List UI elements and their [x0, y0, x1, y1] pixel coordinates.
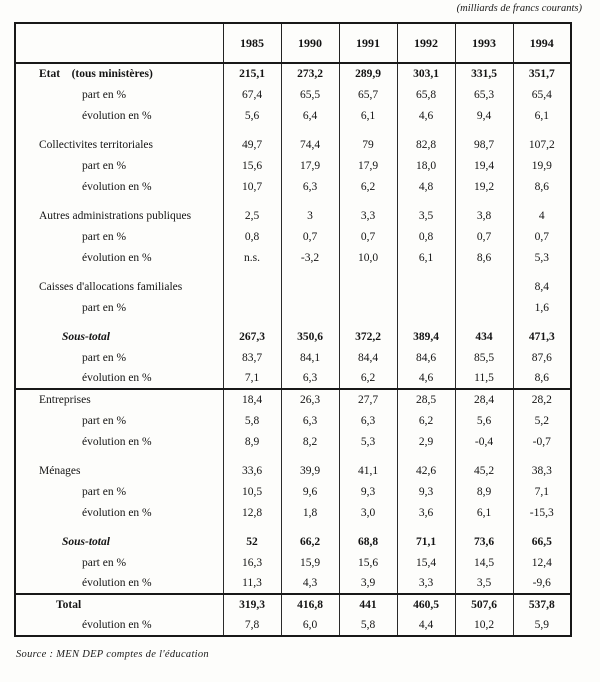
spacer-cell	[397, 126, 455, 134]
table-row	[15, 205, 571, 226]
value-cell: 65,7	[339, 84, 397, 105]
spacer-cell	[397, 197, 455, 205]
spacer-cell	[15, 126, 223, 134]
value-cell: 319,3	[223, 594, 281, 615]
spacer-cell	[223, 268, 281, 276]
spacer-cell	[281, 523, 339, 531]
value-cell: 8,6	[455, 247, 513, 268]
row-label: évolution en %	[82, 506, 152, 519]
value-cell: 372,2	[339, 326, 397, 347]
value-cell: 5,2	[513, 410, 571, 431]
value-cell: 14,5	[455, 552, 513, 573]
row-label: évolution en %	[82, 435, 152, 448]
value-cell: 67,4	[223, 84, 281, 105]
value-cell: 4,4	[397, 615, 455, 636]
value-cell: 15,6	[223, 155, 281, 176]
value-cell: 7,1	[513, 481, 571, 502]
value-cell: 8,2	[281, 431, 339, 452]
value-cell: 441	[339, 594, 397, 615]
value-cell: 26,3	[281, 389, 339, 410]
spacer-cell	[455, 452, 513, 460]
value-cell: 85,5	[455, 347, 513, 368]
value-cell: 17,9	[281, 155, 339, 176]
table-row	[15, 176, 571, 197]
value-cell: 3,3	[339, 205, 397, 226]
value-cell	[397, 276, 455, 297]
spacer-cell	[15, 523, 223, 531]
value-cell: 5,6	[223, 105, 281, 126]
value-cell	[281, 297, 339, 318]
spacer-cell	[339, 523, 397, 531]
value-cell: 79	[339, 134, 397, 155]
value-cell: 351,7	[513, 63, 571, 84]
table-row	[15, 226, 571, 247]
table-row	[15, 481, 571, 502]
row-label: évolution en %	[82, 372, 152, 384]
value-cell: 8,4	[513, 276, 571, 297]
row-label: part en %	[82, 485, 127, 498]
row-label: part en %	[82, 159, 127, 172]
value-cell: 331,5	[455, 63, 513, 84]
table-row	[15, 552, 571, 573]
value-cell: 33,6	[223, 460, 281, 481]
value-cell: 49,7	[223, 134, 281, 155]
row-label: Ménages	[39, 464, 81, 477]
table-row	[15, 460, 571, 481]
year-header: 1993	[455, 23, 513, 63]
value-cell: 84,4	[339, 347, 397, 368]
value-cell: 12,4	[513, 552, 571, 573]
value-cell: 6,1	[455, 502, 513, 523]
value-cell: 15,9	[281, 552, 339, 573]
spacer-cell	[15, 452, 223, 460]
year-header: 1985	[223, 23, 281, 63]
value-cell: -0,7	[513, 431, 571, 452]
value-cell: 4,6	[397, 368, 455, 389]
value-cell: 389,4	[397, 326, 455, 347]
value-cell: 9,3	[339, 481, 397, 502]
value-cell: 6,1	[339, 105, 397, 126]
value-cell: 507,6	[455, 594, 513, 615]
row-label: Sous-total	[62, 330, 110, 343]
spacer-cell	[513, 197, 571, 205]
spacer-cell	[223, 523, 281, 531]
value-cell: 215,1	[223, 63, 281, 84]
spacer-cell	[397, 318, 455, 326]
value-cell: 6,0	[281, 615, 339, 636]
row-label: évolution en %	[82, 251, 152, 264]
table-row	[15, 276, 571, 297]
header-row	[15, 23, 571, 63]
value-cell: 15,6	[339, 552, 397, 573]
row-label: part en %	[82, 88, 127, 101]
row-label: Autres administrations publiques	[39, 209, 192, 222]
value-cell: 0,8	[397, 226, 455, 247]
source-note: Source : MEN DEP comptes de l'éducation	[16, 649, 209, 660]
value-cell: 6,3	[281, 368, 339, 389]
spacer-cell	[455, 523, 513, 531]
row-label: part en %	[82, 556, 127, 569]
table-row	[15, 247, 571, 268]
value-cell: 3	[281, 205, 339, 226]
year-header: 1994	[513, 23, 571, 63]
table-header	[15, 23, 571, 63]
value-cell: 3,5	[455, 573, 513, 594]
spacer-cell	[281, 452, 339, 460]
value-cell: 5,9	[513, 615, 571, 636]
spacer-cell	[397, 523, 455, 531]
value-cell: 5,6	[455, 410, 513, 431]
value-cell: 18,4	[223, 389, 281, 410]
spacer-cell	[455, 197, 513, 205]
value-cell: 6,3	[281, 410, 339, 431]
value-cell: -3,2	[281, 247, 339, 268]
value-cell: 66,2	[281, 531, 339, 552]
value-cell: 17,9	[339, 155, 397, 176]
row-label: Collectivites territoriales	[39, 138, 154, 151]
value-cell: 9,3	[397, 481, 455, 502]
value-cell: 19,9	[513, 155, 571, 176]
value-cell: 273,2	[281, 63, 339, 84]
value-cell	[339, 276, 397, 297]
value-cell: 303,1	[397, 63, 455, 84]
spacer-cell	[339, 452, 397, 460]
value-cell	[339, 297, 397, 318]
value-cell: 6,2	[339, 368, 397, 389]
value-cell: 84,1	[281, 347, 339, 368]
row-label: Sous-total	[62, 535, 110, 548]
table-row	[15, 368, 571, 389]
value-cell: 9,6	[281, 481, 339, 502]
value-cell: 434	[455, 326, 513, 347]
spacer-cell	[455, 268, 513, 276]
value-cell	[455, 297, 513, 318]
spacer-cell	[281, 126, 339, 134]
value-cell: 6,4	[281, 105, 339, 126]
value-cell: 107,2	[513, 134, 571, 155]
table-row	[15, 326, 571, 347]
value-cell: 9,4	[455, 105, 513, 126]
spacer-cell	[339, 197, 397, 205]
value-cell: 39,9	[281, 460, 339, 481]
spacer-cell	[339, 318, 397, 326]
table-row	[15, 389, 571, 410]
value-cell: 267,3	[223, 326, 281, 347]
row-label: Entreprises	[15, 389, 223, 410]
spacer-cell	[339, 268, 397, 276]
table-row	[15, 531, 571, 552]
value-cell: 28,2	[513, 389, 571, 410]
value-cell: 10,2	[455, 615, 513, 636]
value-cell: 74,4	[281, 134, 339, 155]
value-cell: 65,5	[281, 84, 339, 105]
table-body	[15, 63, 571, 636]
value-cell: 19,4	[455, 155, 513, 176]
row-spacer	[15, 126, 571, 134]
value-cell: 416,8	[281, 594, 339, 615]
value-cell: 15,4	[397, 552, 455, 573]
value-cell: 8,6	[513, 368, 571, 389]
table-row	[15, 615, 571, 636]
spacer-cell	[223, 126, 281, 134]
value-cell: 42,6	[397, 460, 455, 481]
value-cell: 6,3	[281, 176, 339, 197]
value-cell	[281, 276, 339, 297]
education-financing-table	[14, 22, 572, 637]
spacer-cell	[455, 318, 513, 326]
value-cell: 19,2	[455, 176, 513, 197]
table-row	[15, 347, 571, 368]
table-row	[15, 573, 571, 594]
value-cell: 6,1	[513, 105, 571, 126]
value-cell: -0,4	[455, 431, 513, 452]
value-cell: 3,0	[339, 502, 397, 523]
value-cell: 98,7	[455, 134, 513, 155]
value-cell: 0,7	[455, 226, 513, 247]
row-label: part en %	[82, 230, 127, 243]
value-cell: 289,9	[339, 63, 397, 84]
spacer-cell	[339, 126, 397, 134]
value-cell	[455, 276, 513, 297]
year-header: 1992	[397, 23, 455, 63]
spacer-cell	[223, 452, 281, 460]
value-cell: 4,8	[397, 176, 455, 197]
value-cell: 0,7	[339, 226, 397, 247]
spacer-cell	[223, 318, 281, 326]
value-cell: 52	[223, 531, 281, 552]
value-cell: 8,6	[513, 176, 571, 197]
value-cell: 0,7	[513, 226, 571, 247]
row-label: part en %	[82, 351, 127, 364]
value-cell: 10,0	[339, 247, 397, 268]
value-cell: 6,2	[397, 410, 455, 431]
table-row	[15, 84, 571, 105]
table-row	[15, 502, 571, 523]
row-spacer	[15, 268, 571, 276]
value-cell: 3,9	[339, 573, 397, 594]
spacer-cell	[513, 318, 571, 326]
spacer-cell	[281, 268, 339, 276]
table-row	[15, 594, 571, 615]
value-cell: 83,7	[223, 347, 281, 368]
row-label: évolution en %	[82, 577, 152, 589]
value-cell: 3,6	[397, 502, 455, 523]
value-cell: 4,6	[397, 105, 455, 126]
value-cell: 65,4	[513, 84, 571, 105]
spacer-cell	[397, 452, 455, 460]
value-cell: 3,3	[397, 573, 455, 594]
value-cell: 11,5	[455, 368, 513, 389]
value-cell: 5,8	[339, 615, 397, 636]
row-label: Etat (tous ministères)	[39, 68, 153, 80]
value-cell: 10,5	[223, 481, 281, 502]
value-cell: 8,9	[455, 481, 513, 502]
value-cell: -9,6	[513, 573, 571, 594]
value-cell: 460,5	[397, 594, 455, 615]
value-cell: -15,3	[513, 502, 571, 523]
value-cell: 350,6	[281, 326, 339, 347]
row-label: Total	[15, 594, 223, 615]
value-cell: 6,1	[397, 247, 455, 268]
spacer-cell	[513, 268, 571, 276]
value-cell: 6,3	[339, 410, 397, 431]
value-cell: 7,1	[223, 368, 281, 389]
value-cell: 73,6	[455, 531, 513, 552]
row-label: évolution en %	[82, 109, 152, 122]
row-spacer	[15, 523, 571, 531]
value-cell	[397, 297, 455, 318]
value-cell	[223, 276, 281, 297]
year-header: 1991	[339, 23, 397, 63]
value-cell: 537,8	[513, 594, 571, 615]
value-cell: 18,0	[397, 155, 455, 176]
value-cell: 16,3	[223, 552, 281, 573]
value-cell: 0,8	[223, 226, 281, 247]
table-row	[15, 410, 571, 431]
value-cell: 4	[513, 205, 571, 226]
value-cell: 28,5	[397, 389, 455, 410]
row-spacer	[15, 197, 571, 205]
value-cell: 7,8	[223, 615, 281, 636]
value-cell: n.s.	[223, 247, 281, 268]
spacer-cell	[513, 523, 571, 531]
row-label: part en %	[82, 414, 127, 427]
value-cell: 71,1	[397, 531, 455, 552]
value-cell: 10,7	[223, 176, 281, 197]
value-cell: 8,9	[223, 431, 281, 452]
value-cell: 66,5	[513, 531, 571, 552]
value-cell: 2,5	[223, 205, 281, 226]
value-cell: 2,9	[397, 431, 455, 452]
value-cell	[223, 297, 281, 318]
value-cell: 12,8	[223, 502, 281, 523]
value-cell: 27,7	[339, 389, 397, 410]
unit-note: (milliards de francs courants)	[456, 3, 582, 14]
value-cell: 28,4	[455, 389, 513, 410]
value-cell: 5,3	[339, 431, 397, 452]
table-row	[15, 63, 571, 84]
spacer-cell	[397, 268, 455, 276]
table-row	[15, 155, 571, 176]
row-label: évolution en %	[82, 180, 152, 193]
spacer-cell	[455, 126, 513, 134]
value-cell: 1,8	[281, 502, 339, 523]
value-cell: 38,3	[513, 460, 571, 481]
spacer-cell	[15, 318, 223, 326]
spacer-cell	[281, 318, 339, 326]
row-spacer	[15, 318, 571, 326]
value-cell: 87,6	[513, 347, 571, 368]
value-cell: 11,3	[223, 573, 281, 594]
spacer-cell	[281, 197, 339, 205]
value-cell: 45,2	[455, 460, 513, 481]
row-label: Caisses d'allocations familiales	[39, 280, 183, 293]
value-cell: 471,3	[513, 326, 571, 347]
value-cell: 5,3	[513, 247, 571, 268]
spacer-cell	[223, 197, 281, 205]
value-cell: 84,6	[397, 347, 455, 368]
value-cell: 4,3	[281, 573, 339, 594]
row-spacer	[15, 452, 571, 460]
row-label: évolution en %	[82, 619, 152, 631]
value-cell: 65,3	[455, 84, 513, 105]
spacer-cell	[15, 197, 223, 205]
table-row	[15, 134, 571, 155]
spacer-cell	[513, 452, 571, 460]
table-row	[15, 297, 571, 318]
spacer-cell	[513, 126, 571, 134]
table-row	[15, 431, 571, 452]
value-cell: 68,8	[339, 531, 397, 552]
row-label: part en %	[82, 301, 127, 314]
value-cell: 82,8	[397, 134, 455, 155]
value-cell: 0,7	[281, 226, 339, 247]
value-cell: 65,8	[397, 84, 455, 105]
value-cell: 3,5	[397, 205, 455, 226]
spacer-cell	[15, 268, 223, 276]
value-cell: 5,8	[223, 410, 281, 431]
corner-cell	[15, 23, 223, 63]
value-cell: 3,8	[455, 205, 513, 226]
value-cell: 41,1	[339, 460, 397, 481]
table-row	[15, 105, 571, 126]
year-header: 1990	[281, 23, 339, 63]
value-cell: 6,2	[339, 176, 397, 197]
value-cell: 1,6	[513, 297, 571, 318]
